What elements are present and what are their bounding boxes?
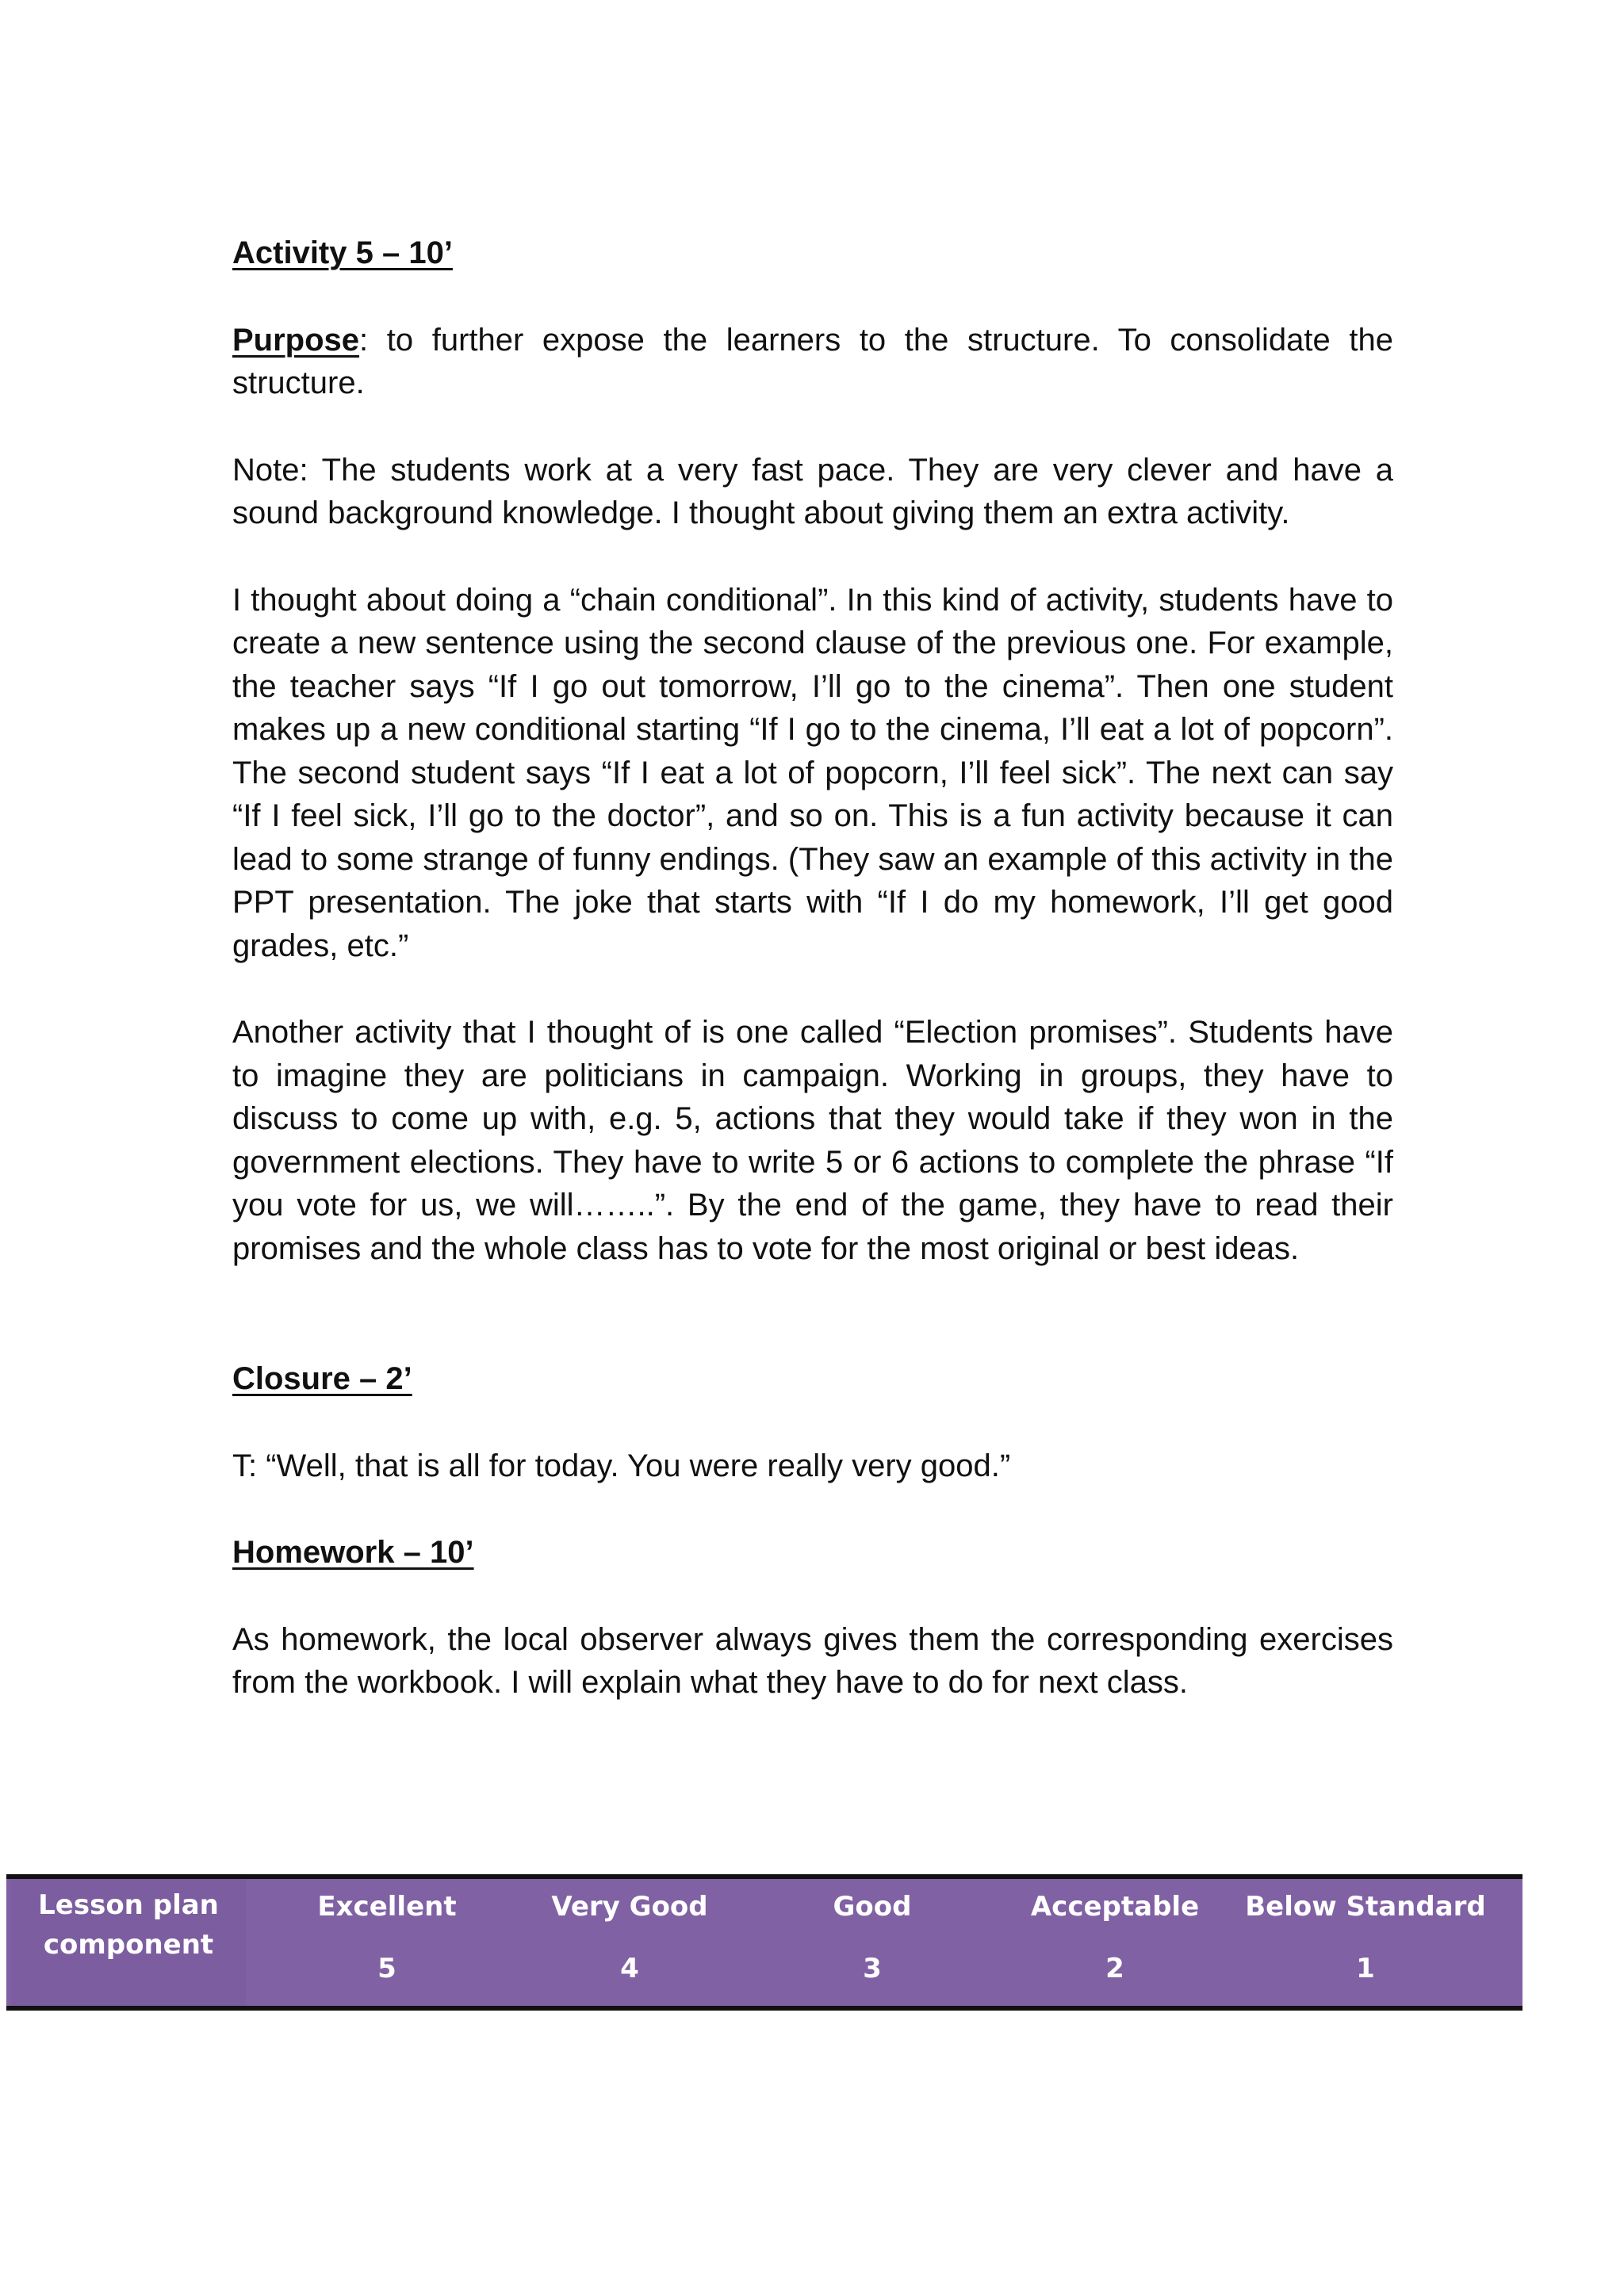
rubric-score: 2	[1105, 1953, 1124, 1984]
rubric-header-table	[6, 1874, 1522, 2011]
note-paragraph: Note: The students work at a very fast pace. They are very clever and have a sound background knowledge. I thought about giving them an extra activity.	[232, 452, 1393, 530]
rubric-column-excellent	[268, 1879, 506, 2006]
rubric-score: 3	[863, 1953, 882, 1984]
rubric-label: Very Good	[551, 1891, 708, 1923]
closure-heading: Closure – 2’	[232, 1361, 412, 1396]
election-promises-paragraph: Another activity that I thought of is one called “Election promises”. Students have to imagine they are politicians in campaign. Working in groups, they have to discuss to come up with, e.g. 5, actions that they would take if they won in the government elections. They have to write 5 or 6 actions to complete the phrase “If you vote for us, we will……..”. By the end of the game, they have to read their promises and the whole class has to vote for the most original or best ideas.	[232, 1015, 1393, 1266]
rubric-component-label: Lesson plan component	[38, 1889, 219, 1961]
rubric-label: Below Standard	[1245, 1891, 1486, 1923]
homework-heading: Homework – 10’	[232, 1535, 474, 1570]
rubric-label: Good	[833, 1891, 912, 1923]
activity-heading: Activity 5 – 10’	[232, 235, 453, 270]
closure-text: T: “Well, that is all for today. You were really very good.”	[232, 1448, 1011, 1483]
rubric-column-below-standard	[1239, 1879, 1492, 2006]
lesson-plan-content	[232, 232, 1393, 1705]
rubric-label: Acceptable	[1030, 1891, 1200, 1923]
rubric-column-very-good	[511, 1879, 749, 2006]
homework-text: As homework, the local observer always gives them the corresponding exercises from the workbook. I will explain what they have to do for next class.	[232, 1621, 1393, 1700]
chain-conditional-paragraph: I thought about doing a “chain conditional”. In this kind of activity, students have to create a new sentence using the second clause of the previous one. For example, the teacher says “If I go out tomorrow, I’ll go to the cinema”. Then one student makes up a new conditional starting “If I go to the cinema, I’ll eat a lot of popcorn”. The second student says “If I eat a lot of popcorn, I’ll feel sick”. The next can say “If I feel sick, I’ll go to the doctor”, and so on. This is a fun activity because it can lead to some strange of funny endings. (They saw an example of this activity in the PPT presentation. The joke that starts with “If I do my homework, I’ll get good grades, etc.”	[232, 582, 1393, 963]
rubric-score: 1	[1356, 1953, 1375, 1984]
rubric-score: 5	[377, 1953, 396, 1984]
rubric-component-cell	[11, 1879, 246, 2006]
purpose-paragraph	[232, 319, 1393, 405]
rubric-column-good	[753, 1879, 991, 2006]
rubric-label: Excellent	[317, 1891, 457, 1923]
rubric-column-acceptable	[996, 1879, 1234, 2006]
purpose-text: : to further expose the learners to the structure. To consolidate the structure.	[232, 322, 1393, 400]
rubric-score: 4	[620, 1953, 639, 1984]
purpose-label: Purpose	[232, 322, 360, 358]
